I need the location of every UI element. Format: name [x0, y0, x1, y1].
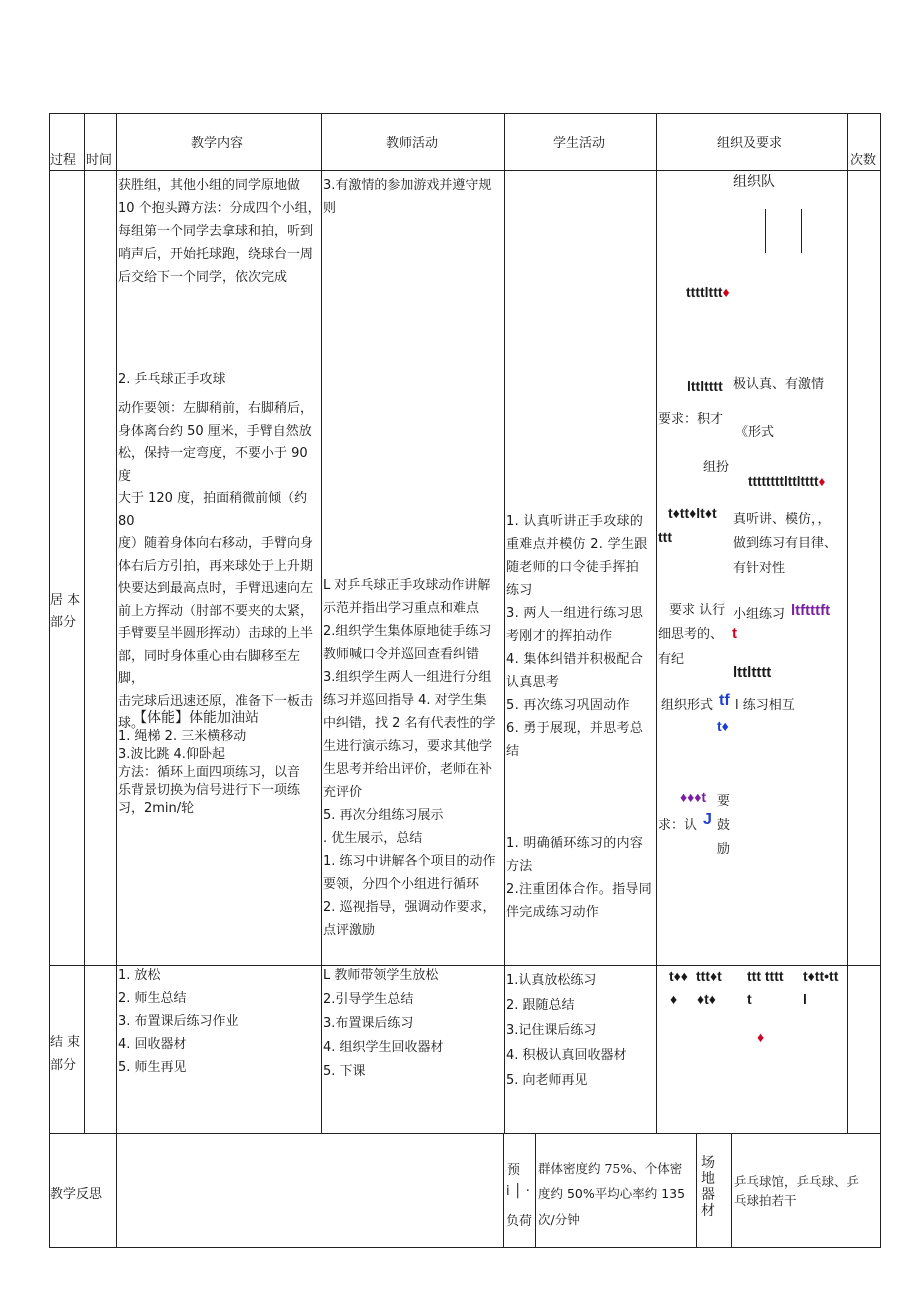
content-line: 前上方挥动（肘部不要夹的太紧， [118, 603, 314, 619]
reflect-line-4 [731, 1133, 732, 1247]
end-student-line: 4. 积极认真回收器材 [506, 1048, 627, 1063]
content-line: 手臂要呈半圆形挥动）击球的上半 [118, 626, 314, 641]
reflect-line-3 [696, 1133, 697, 1247]
game-description [118, 174, 321, 289]
col-line-count [847, 113, 848, 1133]
end-teacher [323, 964, 504, 1084]
col-line-teacher [321, 113, 322, 1133]
end-divider [49, 1133, 881, 1134]
org-text: 要求 认行 [669, 603, 726, 618]
formation-symbols-5b: t [732, 625, 737, 642]
content-line: 10 个抱头蹲方法：分成四个小组， [118, 201, 321, 216]
org-text: 要求：积才 [658, 412, 724, 427]
teacher-line: 生思考并给出评价，老师在补 [323, 762, 493, 777]
end-formation-4: t♦tt•tt [803, 968, 839, 984]
density-text-3: 次/分钟 [538, 1212, 580, 1227]
main-section-label: 居 本 [50, 593, 81, 608]
teacher-line: 点评激励 [323, 923, 376, 938]
end-section-label: 结 束 [50, 1035, 81, 1050]
student-line: 随老师的口令徒手挥拍 [506, 560, 640, 575]
end-content-line: 1. 放松 [118, 968, 161, 983]
venue-label: 场地器材 [701, 1155, 715, 1219]
end-formation-3: ttt tttt [747, 968, 784, 984]
teacher-line: 2. 巡视指导，强调动作要求， [323, 900, 496, 915]
org-text: 做到练习有目律、 [733, 536, 838, 551]
border-right [880, 113, 881, 1248]
load-label-1: 预 [507, 1163, 521, 1178]
density-text-1: 群体密度约 75%、个体密 [538, 1161, 683, 1176]
student-line: 1. 明确循环练习的内容 [506, 836, 644, 851]
formation-symbols-7: tf [719, 692, 730, 709]
student-line: 5. 再次练习巩固动作 [506, 698, 630, 713]
student-line: 1. 认真听讲正手攻球的 [506, 514, 644, 529]
org-text: 《形式 [735, 425, 775, 440]
fitness-title: 【体能】体能加油站 [133, 710, 259, 726]
end-teacher-line: 4. 组织学生回收器材 [323, 1040, 444, 1055]
teacher-line: 中纠错，找 2 名有代表性的学 [323, 716, 496, 731]
student-line: 认真思考 [506, 675, 560, 690]
formation-symbols-1 [686, 284, 730, 300]
header-student: 学生活动 [553, 136, 606, 151]
org-text: 细思考的、 [658, 627, 724, 642]
forehand-description [118, 398, 321, 736]
lesson-plan-table [49, 113, 881, 1248]
formation-symbols-6: lttltttt [733, 664, 772, 681]
load-label-2: i │ · [506, 1184, 530, 1199]
formation-symbols-4: t♦tt♦lt♦t [668, 505, 717, 521]
student-activities [506, 510, 656, 763]
content-line: 体右后方引拍，再来球处于上升期 [118, 558, 314, 574]
end-formation-5: ♦ [670, 991, 678, 1007]
org-text: 有纪 [658, 652, 685, 667]
content-line: 每组第一个同学去拿球和拍，听到 [118, 224, 314, 239]
reflect-line-1 [503, 1133, 504, 1247]
student-line: 考刚才的挥拍动作 [506, 629, 613, 644]
org-text: l 练习相互 [735, 698, 795, 713]
org-text: 励 [717, 842, 731, 857]
venue-text-2: 乓球拍若干 [734, 1193, 797, 1208]
main-section-label-2: 部分 [50, 615, 77, 630]
teacher-line: 则 [323, 201, 337, 216]
teacher-line: 2.组织学生集体原地徒手练习 [323, 624, 492, 639]
header-teacher: 教师活动 [386, 136, 439, 151]
teacher-line: 3.有激情的参加游戏并遵守规 [323, 178, 492, 193]
student-activities-fitness [506, 832, 656, 924]
end-formation-6: ♦t♦ [697, 991, 716, 1007]
formation-symbols-9: ♦♦♦t [680, 789, 707, 805]
end-student [506, 968, 656, 1093]
teacher-line: 要领，分四个小组进行循环 [323, 877, 480, 892]
end-section-label-2: 部分 [50, 1058, 77, 1073]
end-content-line: 4. 回收器材 [118, 1037, 187, 1052]
org-text: 有针对性 [733, 561, 786, 576]
content-line: 获胜组，其他小组的同学原地做 [118, 178, 301, 193]
teacher-line: 教师喊口令并巡回查看纠错 [323, 647, 480, 662]
end-student-line: 1.认真放松练习 [506, 973, 597, 988]
student-line: 4. 集体纠错并积极配合 [506, 652, 644, 667]
teacher-game-rule [323, 174, 504, 220]
content-line: 习，2min/轮 [118, 801, 195, 816]
end-teacher-line: L 教师带领学生放松 [323, 968, 439, 983]
teacher-line: 5. 再次分组练习展示 [323, 808, 444, 823]
teacher-line: L 对乒乓球正手攻球动作讲解 [323, 578, 491, 593]
content-line: 后交给下一个同学，依次完成 [118, 270, 288, 285]
header-process: 过程 [50, 153, 77, 168]
content-line: 球。 [118, 716, 145, 731]
formation-symbols-4b: ttt [658, 529, 672, 545]
formation-symbols-2: lttltttt [687, 378, 723, 394]
student-line: 伴完成练习动作 [506, 905, 600, 920]
student-line: 2.注重团体合作。指导同 [506, 882, 653, 897]
end-teacher-line: 5. 下课 [323, 1064, 366, 1079]
content-line: 快要达到最高点时，手臂迅速向左 [118, 581, 314, 596]
formation-symbols-10: J [703, 811, 712, 828]
venue-text-1: 乒乓球馆，乒乓球、乒 [734, 1174, 860, 1189]
end-formation-7: t [747, 991, 752, 1007]
org-text: 组织形式 [661, 698, 714, 713]
diamond-icon: ♦ [757, 1029, 765, 1045]
teacher-line: 练习并巡回指导 4. 对学生集 [323, 693, 487, 708]
reflect-line-2 [535, 1133, 536, 1247]
col-line-content [116, 113, 117, 1248]
content-line: 身体离台约 50 厘米，手臂自然放 [118, 423, 312, 439]
content-line: 松，保持一定弯度，不要小于 90 度 [118, 446, 308, 484]
end-content-line: 5. 师生再见 [118, 1060, 187, 1075]
content-line: 1. 绳梯 2. 三米横移动 [118, 729, 247, 744]
org-text: 极认真、有激情 [733, 377, 825, 392]
diamond-icon: ♦ [722, 284, 730, 300]
content-line: 3.波比跳 4.仰卧起 [118, 747, 225, 762]
density-text-2: 度约 50%平均心率约 135 [538, 1186, 686, 1201]
content-line: 方法：循环上面四项练习，以音 [118, 765, 301, 780]
student-line: 3. 两人一组进行练习思 [506, 606, 644, 621]
org-text: 组扮 [703, 460, 730, 475]
student-line: 方法 [506, 859, 533, 874]
formation-symbols-3 [748, 474, 825, 489]
end-content-line: 2. 师生总结 [118, 991, 187, 1006]
org-text: 真听讲、模仿，， [733, 512, 831, 527]
table-border-top [49, 113, 881, 114]
student-line: 练习 [506, 583, 533, 598]
border-left [49, 113, 50, 1248]
content-line: 度）随着身体向右移动，手臂向身 [118, 536, 314, 551]
content-line: 击完球后迅速还原，准备下一板击 [118, 693, 314, 709]
forehand-title: 2. 乒乓球正手攻球 [118, 372, 226, 387]
content-line: 动作要领：左脚稍前，右脚稍后， [118, 401, 314, 416]
fitness-description [118, 728, 321, 818]
end-student-line: 3.记住课后练习 [506, 1023, 597, 1038]
reflect-label: 教学反思 [50, 1187, 103, 1202]
student-line: 重难点并模仿 2. 学生跟 [506, 537, 648, 552]
end-teacher-line: 3.布置课后练习 [323, 1016, 414, 1031]
end-teacher-line: 2.引导学生总结 [323, 992, 414, 1007]
formation-symbols-5: ltftttft [791, 602, 831, 619]
header-time: 时间 [86, 153, 113, 168]
org-formation-title: 组织队 [733, 174, 775, 190]
col-line-time [84, 113, 85, 1133]
content-line: 哨声后，开始托球跑，绕球台一周 [118, 247, 314, 262]
col-line-org [656, 113, 657, 1133]
load-label-3: 负荷 [506, 1214, 533, 1229]
org-text: 要 [717, 794, 731, 809]
end-formation-2: ttt♦t [696, 968, 722, 984]
header-content: 教学内容 [191, 136, 244, 151]
end-student-line: 2. 跟随总结 [506, 998, 575, 1013]
teacher-line: 充评价 [323, 785, 363, 800]
teacher-line: 3.组织学生两人一组进行分组 [323, 670, 492, 685]
end-content [118, 964, 321, 1079]
col-line-student [504, 113, 505, 1133]
formation-line-left [765, 209, 766, 253]
content-line: 乐背景切换为信号进行下一项练 [118, 783, 301, 798]
student-line: 6. 勇于展现，并思考总结 [506, 721, 644, 759]
formation-row: ttttlttt [686, 284, 723, 300]
org-text: 鼓 [717, 818, 731, 833]
teacher-line: 生进行演示练习，要求其他学 [323, 739, 493, 754]
content-line: 部，同时身体重心由右脚移至左脚， [118, 648, 301, 686]
end-content-line: 3. 布置课后练习作业 [118, 1014, 239, 1029]
header-count: 次数 [850, 153, 877, 168]
table-border-bottom [49, 1247, 881, 1248]
teacher-activities [323, 574, 504, 942]
org-text: 小组练习 [733, 607, 786, 622]
formation-line-right [801, 209, 802, 253]
formation-row: ttttttttlttltttt [748, 474, 819, 489]
teacher-line: . 优生展示，总结 [323, 831, 423, 846]
end-formation-1: t♦♦ [669, 968, 688, 984]
end-student-line: 5. 向老师再见 [506, 1073, 588, 1088]
teacher-line: 1. 练习中讲解各个项目的动作 [323, 854, 496, 869]
teacher-line: 示范并指出学习重点和难点 [323, 601, 480, 616]
end-formation-8: l [803, 991, 807, 1007]
org-text: 求：认 [658, 818, 698, 833]
content-line: 大于 120 度，拍面稍微前倾（约 80 [118, 491, 308, 529]
header-org: 组织及要求 [717, 136, 783, 151]
diamond-icon: ♦ [818, 474, 826, 489]
formation-symbols-8: t♦ [717, 718, 729, 734]
